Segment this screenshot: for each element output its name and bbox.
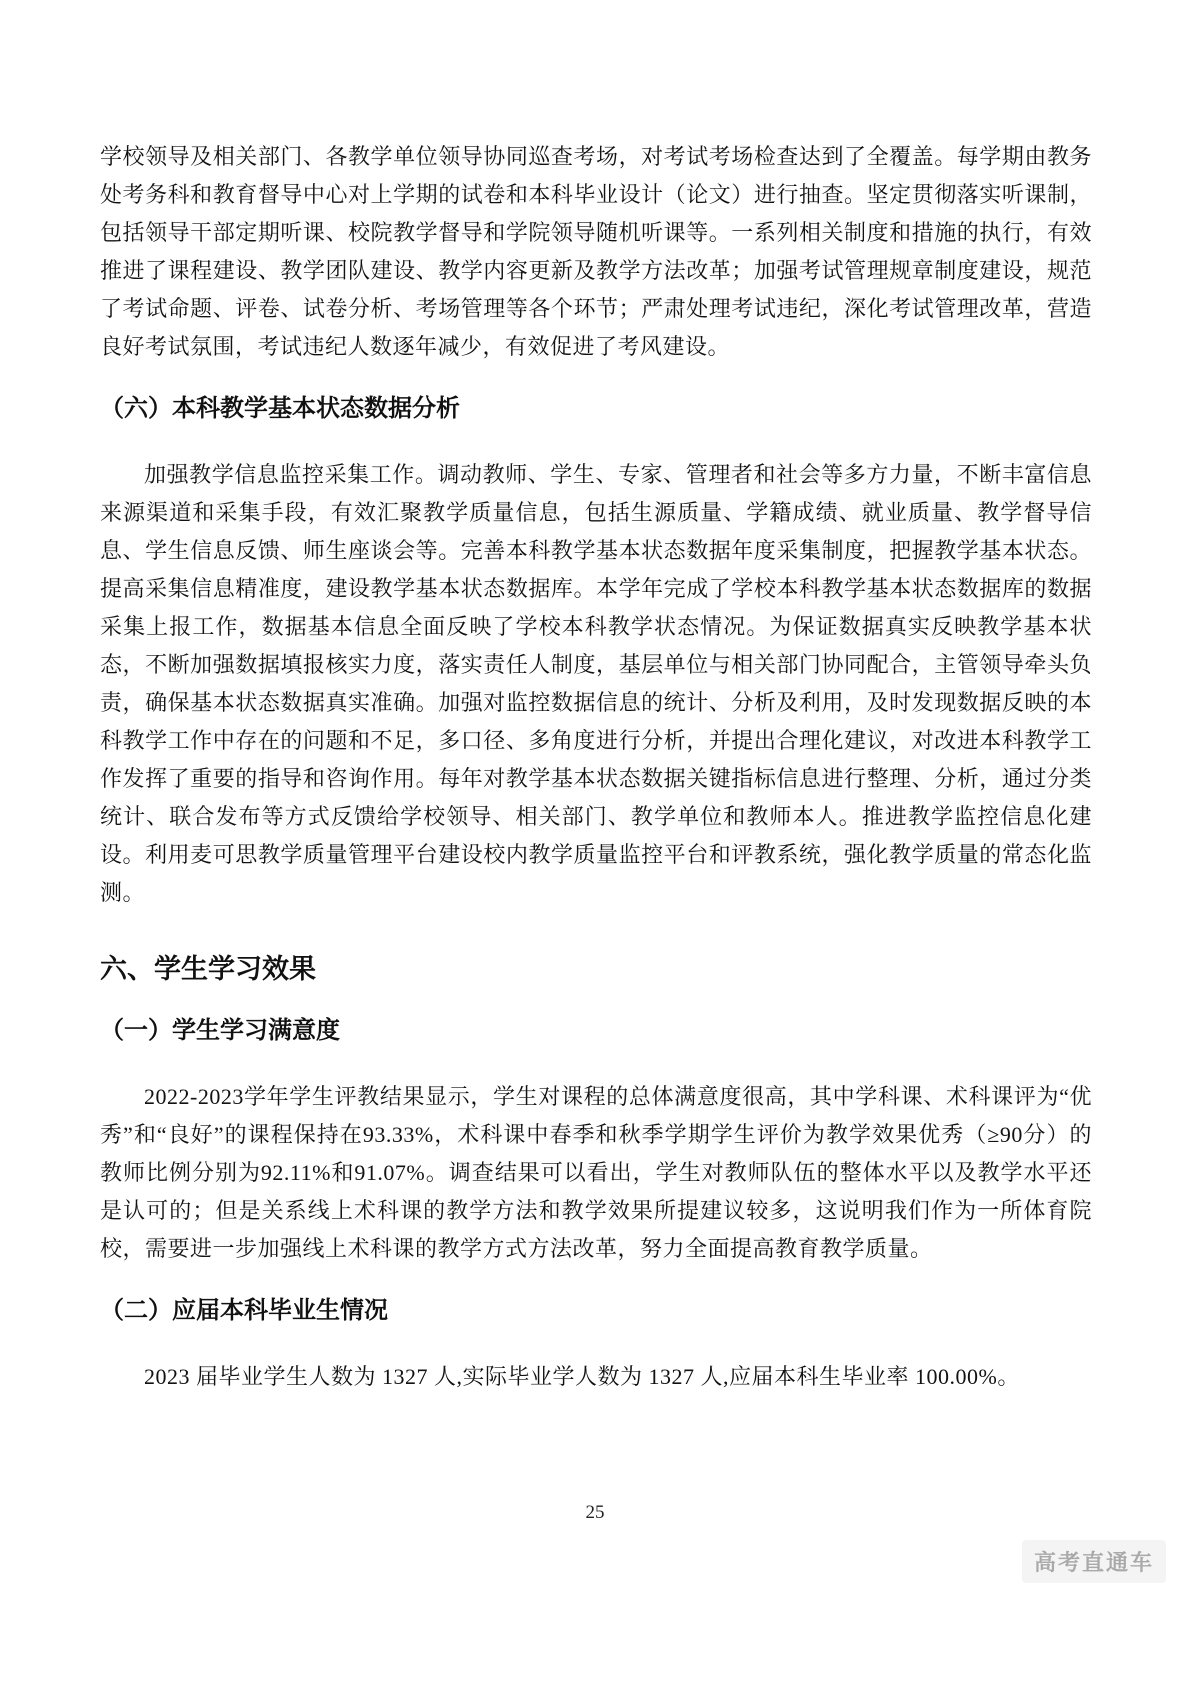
paragraph-satisfaction: 2022-2023学年学生评教结果显示，学生对课程的总体满意度很高，其中学科课、术科课评为“优秀”和“良好”的课程保持在93.33%，术科课中春季和秋季学期学生评价为教学效果优秀（≥90分）的教师比例分别为92.11%和91.07%。调查结果可以看出，学生对教师队伍的整体水平以及教学水平还是认可的；但是关系线上术科课的教学方法和教学效果所提建议较多，这说明我们作为一所体育院校，需要进一步加强线上术科课的教学方式方法改革，努力全面提高教育教学质量。: [100, 1084, 1092, 1261]
page-number: 25: [585, 1502, 605, 1523]
watermark-text: 高考直通车: [1022, 1540, 1166, 1583]
paragraph-data-analysis: 加强教学信息监控采集工作。调动教师、学生、专家、管理者和社会等多方力量，不断丰富信息来源渠道和采集手段，有效汇聚教学质量信息，包括生源质量、学籍成绩、就业质量、教学督导信息、学生信息反馈、师生座谈会等。完善本科教学基本状态数据年度采集制度，把握教学基本状态。提高采集信息精准度，建设教学基本状态数据库。本学年完成了学校本科教学基本状态数据库的数据采集上报工作，数据基本信息全面反映了学校本科教学状态情况。为保证数据真实反映教学基本状态，不断加强数据填报核实力度，落实责任人制度，基层单位与相关部门协同配合，主管领导牵头负责，确保基本状态数据真实准确。加强对监控数据信息的统计、分析及利用，及时发现数据反映的本科教学工作中存在的问题和不足，多口径、多角度进行分析，并提出合理化建议，对改进本科教学工作发挥了重要的指导和咨询作用。每年对教学基本状态数据关键指标信息进行整理、分析，通过分类统计、联合发布等方式反馈给学校领导、相关部门、教学单位和教师本人。推进教学监控信息化建设。利用麦可思教学质量管理平台建设校内教学质量监控平台和评教系统，强化教学质量的常态化监测。: [100, 462, 1092, 905]
heading-chapter-student-learning-effects: 六、学生学习效果: [100, 954, 316, 984]
paragraph-graduates: 2023 届毕业学生人数为 1327 人,实际毕业学人数为 1327 人,应届本科生毕业率 100.00%。: [144, 1364, 1020, 1389]
heading-section-1-satisfaction: （一）学生学习满意度: [100, 1017, 340, 1044]
heading-section-2-graduates: （二）应届本科毕业生情况: [100, 1297, 388, 1324]
document-content: [100, 138, 1092, 1396]
heading-section-6-data-analysis: （六）本科教学基本状态数据分析: [100, 395, 460, 422]
paragraph-exam-supervision: 学校领导及相关部门、各教学单位领导协同巡查考场，对考试考场检查达到了全覆盖。每学期由教务处考务科和教育督导中心对上学期的试卷和本科毕业设计（论文）进行抽查。坚定贯彻落实听课制，包括领导干部定期听课、校院教学督导和学院领导随机听课等。一系列相关制度和措施的执行，有效推进了课程建设、教学团队建设、教学内容更新及教学方法改革；加强考试管理规章制度建设，规范了考试命题、评卷、试卷分析、考场管理等各个环节；严肃处理考试违纪，深化考试管理改革，营造良好考试氛围，考试违纪人数逐年减少，有效促进了考风建设。: [100, 144, 1092, 359]
